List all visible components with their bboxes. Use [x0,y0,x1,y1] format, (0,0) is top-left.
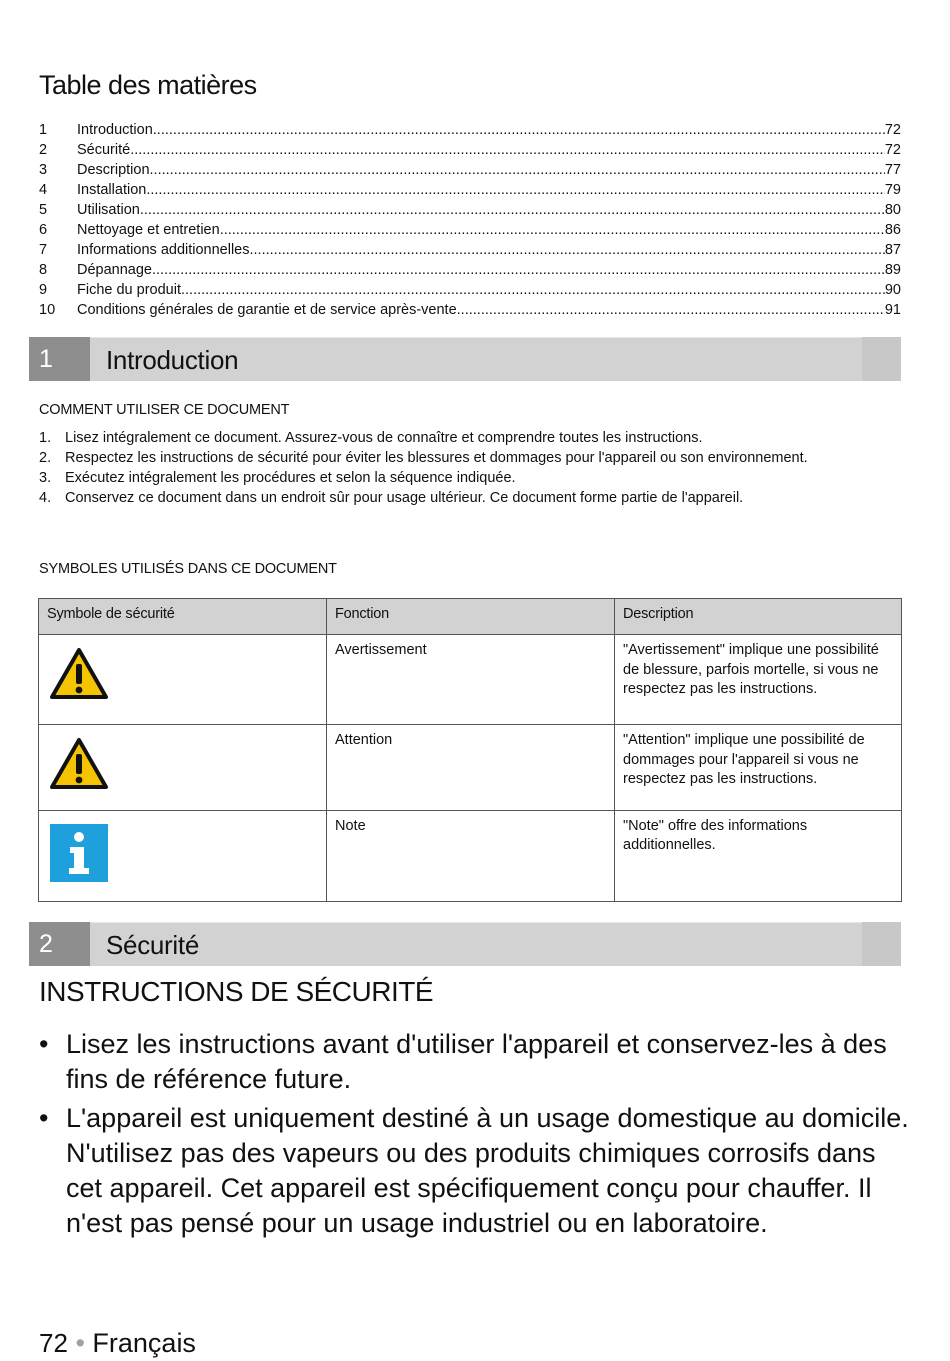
toc-label: Introduction [77,122,153,138]
toc-page: 86 [884,222,901,238]
toc-page: 87 [884,242,901,258]
toc-number: 5 [39,202,48,218]
column-header-symbol: Symbole de sécurité [39,599,327,635]
toc-leader [150,160,885,180]
toc-number: 2 [39,142,48,158]
toc-label: Sécurité [77,142,131,158]
section-header-introduction [29,337,901,381]
toc-leader [181,280,885,300]
description-cell: "Attention" implique une possibilité de dommages pour l'appareil si vous ne respectez pas les instructions. [615,725,902,811]
toc-leader [153,120,885,140]
toc-entry[interactable] [39,180,901,200]
bullet-dot: • [39,1103,49,1133]
list-number: 4. [39,490,52,506]
toc-label: Fiche du produit [77,282,181,298]
toc-label: Informations additionnelles [77,242,250,258]
footer-separator: • [75,1328,85,1358]
list-text: Exécutez intégralement les procédures et selon la séquence indiquée. [65,470,516,486]
toc-entry[interactable] [39,280,901,300]
toc-label: Nettoyage et entretien [77,222,220,238]
safety-bullet-list [39,1027,909,1245]
toc-entry[interactable] [39,160,901,180]
symbol-cell [39,810,327,902]
list-number: 2. [39,450,52,466]
toc-number: 3 [39,162,48,178]
function-cell: Attention [327,725,615,811]
symbol-cell [39,635,327,725]
section-header-securite [29,922,901,966]
description-cell: "Note" offre des informations additionnelles. [615,810,902,902]
symbol-cell [39,725,327,811]
list-item [39,448,899,468]
list-item [39,468,899,488]
toc-label: Installation [77,182,147,198]
table-row [39,810,902,902]
toc-label: Description [77,162,150,178]
toc-number: 10 [39,302,56,318]
toc-entry[interactable] [39,240,901,260]
bullet-dot: • [39,1029,49,1059]
column-header-description: Description [615,599,902,635]
table-row [39,635,902,725]
list-item [39,488,899,508]
toc-leader [250,240,885,260]
list-text: Conservez ce document dans un endroit sûr pour usage ultérieur. Ce document forme partie de l'appareil. [65,490,744,506]
function-cell: Avertissement [327,635,615,725]
section-number: 2 [29,922,90,966]
toc-page: 89 [884,262,901,278]
function-cell: Note [327,810,615,902]
toc-entry[interactable] [39,140,901,160]
list-number: 1. [39,430,52,446]
section-number: 1 [29,337,90,381]
list-text: Respectez les instructions de sécurité pour éviter les blessures et dommages pour l'appareil ou son environnement. [65,450,808,466]
bullet-text: Lisez les instructions avant d'utiliser l'appareil et conservez-les à des fins de référence future. [66,1029,887,1094]
toc-number: 9 [39,282,48,298]
description-cell: "Avertissement" implique une possibilité de blessure, parfois mortelle, si vous ne respectez pas les instructions. [615,635,902,725]
toc-entry[interactable] [39,260,901,280]
warning-triangle-icon [49,647,109,701]
toc-leader [130,140,885,160]
toc-entry[interactable] [39,120,901,140]
bullet-item [39,1101,909,1241]
toc-number: 1 [39,122,48,138]
toc-leader [140,200,885,220]
bullet-text: L'appareil est uniquement destiné à un usage domestique au domicile. N'utilisez pas des vapeurs ou des produits chimiques corrosifs dans cet appareil. Cet appareil est spécifiquement conçu pour chauffer. Il n'est pas pensé pour un usage industriel ou en laboratoire. [66,1103,909,1238]
list-text: Lisez intégralement ce document. Assurez-vous de connaître et comprendre toutes les instructions. [65,430,703,446]
symbols-table [38,598,902,902]
toc-number: 4 [39,182,48,198]
toc-leader [457,300,885,320]
toc-leader [146,180,885,200]
subheading-symbols: SYMBOLES UTILISÉS DANS CE DOCUMENT [39,561,337,577]
section-title: Sécurité [106,930,199,960]
toc-title: Table des matières [39,70,257,100]
toc-number: 8 [39,262,48,278]
table-header-row [39,599,902,635]
toc-label: Dépannage [77,262,152,278]
list-number: 3. [39,470,52,486]
toc-page: 72 [884,142,901,158]
page-footer [39,1325,196,1361]
section-title: Introduction [106,345,239,375]
toc-label: Utilisation [77,202,140,218]
toc-leader [152,260,885,280]
toc-label: Conditions générales de garantie et de service après-vente [77,302,457,318]
toc-page: 90 [884,282,901,298]
table-of-contents [39,120,901,320]
toc-page: 80 [884,202,901,218]
table-row [39,725,902,811]
toc-entry[interactable] [39,300,901,320]
section-bar [90,922,862,966]
column-header-function: Fonction [327,599,615,635]
toc-page: 77 [884,162,901,178]
toc-number: 7 [39,242,48,258]
footer-language: Français [92,1328,196,1358]
toc-entry[interactable] [39,220,901,240]
info-icon [49,823,109,883]
toc-entry[interactable] [39,200,901,220]
toc-leader [220,220,885,240]
warning-triangle-icon [49,737,109,791]
safety-instructions-heading: INSTRUCTIONS DE SÉCURITÉ [39,976,434,1007]
toc-page: 72 [884,122,901,138]
subheading-how-to-use: COMMENT UTILISER CE DOCUMENT [39,402,290,418]
page-number: 72 [39,1328,68,1358]
instructions-list [39,428,899,508]
toc-page: 79 [884,182,901,198]
list-item [39,428,899,448]
toc-number: 6 [39,222,48,238]
toc-page: 91 [884,302,901,318]
bullet-item [39,1027,909,1097]
